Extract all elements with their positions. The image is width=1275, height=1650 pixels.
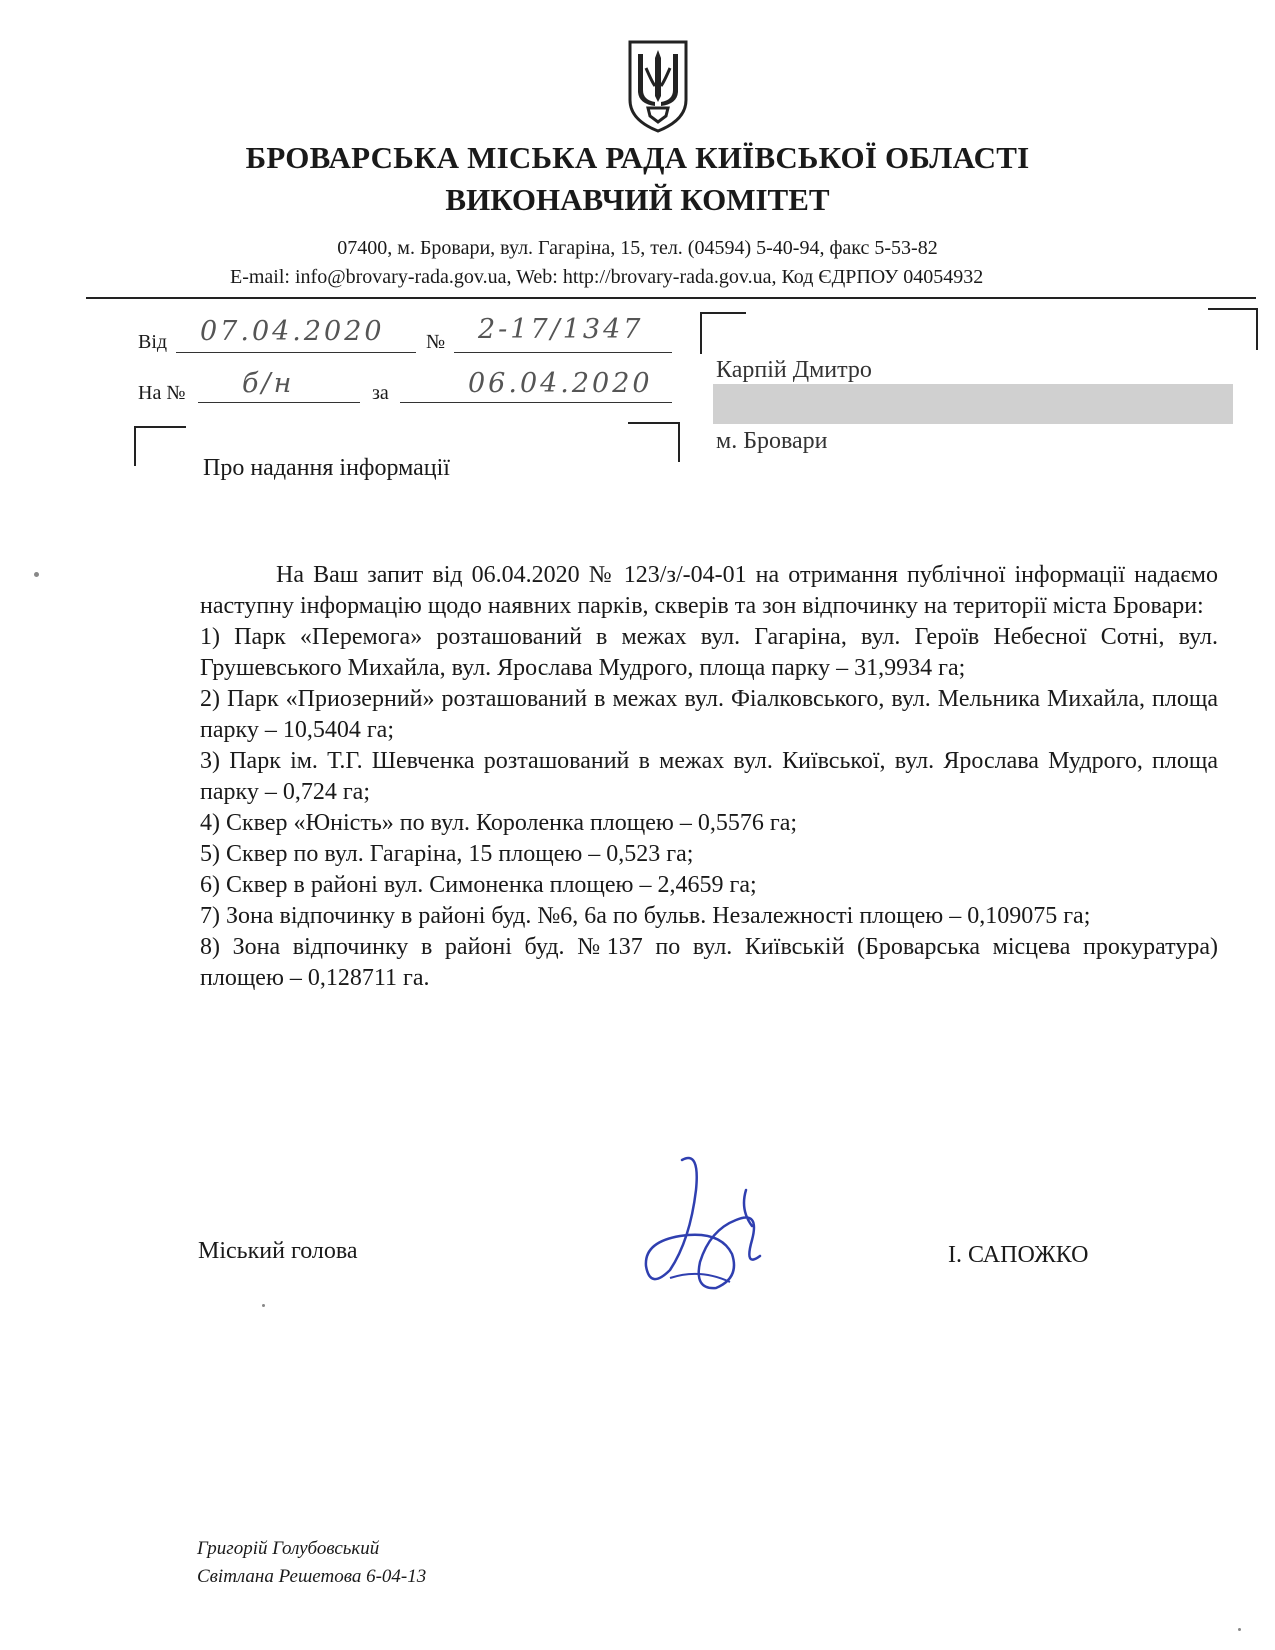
scan-speck <box>262 1304 265 1307</box>
list-item: 4) Сквер «Юність» по вул. Короленка площею – 0,5576 га; <box>200 810 798 836</box>
executor-2: Світлана Решетова 6-04-13 <box>197 1566 427 1587</box>
letter-body <box>200 560 1218 994</box>
for-date: 06.04.2020 <box>468 368 653 399</box>
to-number: б/н <box>242 368 295 399</box>
signatory-title: Міський голова <box>198 1238 358 1264</box>
from-date: 07.04.2020 <box>200 316 385 347</box>
redacted-address-block <box>713 384 1233 424</box>
subject-corner-right <box>628 422 680 462</box>
executor-1: Григорій Голубовський <box>197 1538 380 1559</box>
number-line <box>454 352 672 353</box>
organization-name: БРОВАРСЬКА МІСЬКА РАДА КИЇВСЬКОЇ ОБЛАСТІ <box>245 140 1030 175</box>
outgoing-number: 2-17/1347 <box>478 314 644 345</box>
number-label: № <box>426 331 446 353</box>
handwritten-signature <box>640 1150 780 1300</box>
subject-corner-left <box>134 426 186 466</box>
recipient-city: м. Бровари <box>716 428 828 454</box>
from-label: Від <box>138 331 168 353</box>
organization-contacts: E-mail: info@brovary-rada.gov.ua, Web: http://brovary-rada.gov.ua, Код ЄДРПОУ 04054932 <box>230 266 984 288</box>
letter-subject: Про надання інформації <box>203 455 450 481</box>
organization-address: 07400, м. Бровари, вул. Гагаріна, 15, тел. (04594) 5-40-94, факс 5-53-82 <box>337 237 938 259</box>
recipient-name: Карпій Дмитро <box>716 357 872 383</box>
list-item: 5) Сквер по вул. Гагаріна, 15 площею – 0,523 га; <box>200 841 694 867</box>
list-item: 2) Парк «Приозерний» розташований в межах вул. Фіалковського, вул. Мельника Михайла, площа парку – 10,5404 га; <box>200 686 1218 743</box>
organization-department: ВИКОНАВЧИЙ КОМІТЕТ <box>445 182 830 217</box>
for-label: за <box>372 382 389 404</box>
recipient-corner-left <box>700 312 746 354</box>
scan-speck <box>1238 1628 1241 1631</box>
header-divider <box>86 297 1256 299</box>
signatory-name: І. САПОЖКО <box>948 1242 1089 1268</box>
list-item: 3) Парк ім. Т.Г. Шевченка розташований в межах вул. Київської, вул. Ярослава Мудрого, площа парку – 0,724 га; <box>200 748 1218 805</box>
to-number-label: На № <box>138 382 186 404</box>
to-number-line <box>198 402 360 403</box>
list-item: 8) Зона відпочинку в районі буд. №137 по вул. Київській (Броварська місцева прокуратура) площею – 0,128711 га. <box>200 934 1218 991</box>
list-item: 7) Зона відпочинку в районі буд. №6, 6а по бульв. Незалежності площею – 0,109075 га; <box>200 903 1091 929</box>
body-intro: На Ваш запит від 06.04.2020 № 123/з/-04-01 на отримання публічної інформації надаємо наступну інформацію щодо наявних парків, скверів та зон відпочинку на території міста Бровари: <box>200 562 1218 619</box>
list-item: 6) Сквер в районі вул. Симоненка площею – 2,4659 га; <box>200 872 757 898</box>
ukraine-trident-emblem-icon <box>626 38 690 134</box>
from-date-line <box>176 352 416 353</box>
for-date-line <box>400 402 672 403</box>
list-item: 1) Парк «Перемога» розташований в межах вул. Гагаріна, вул. Героїв Небесної Сотні, вул. Грушевського Михайла, вул. Ярослава Мудрого, площа парку – 31,9934 га; <box>200 624 1218 681</box>
scan-speck <box>34 572 39 577</box>
recipient-corner-right <box>1208 308 1258 350</box>
